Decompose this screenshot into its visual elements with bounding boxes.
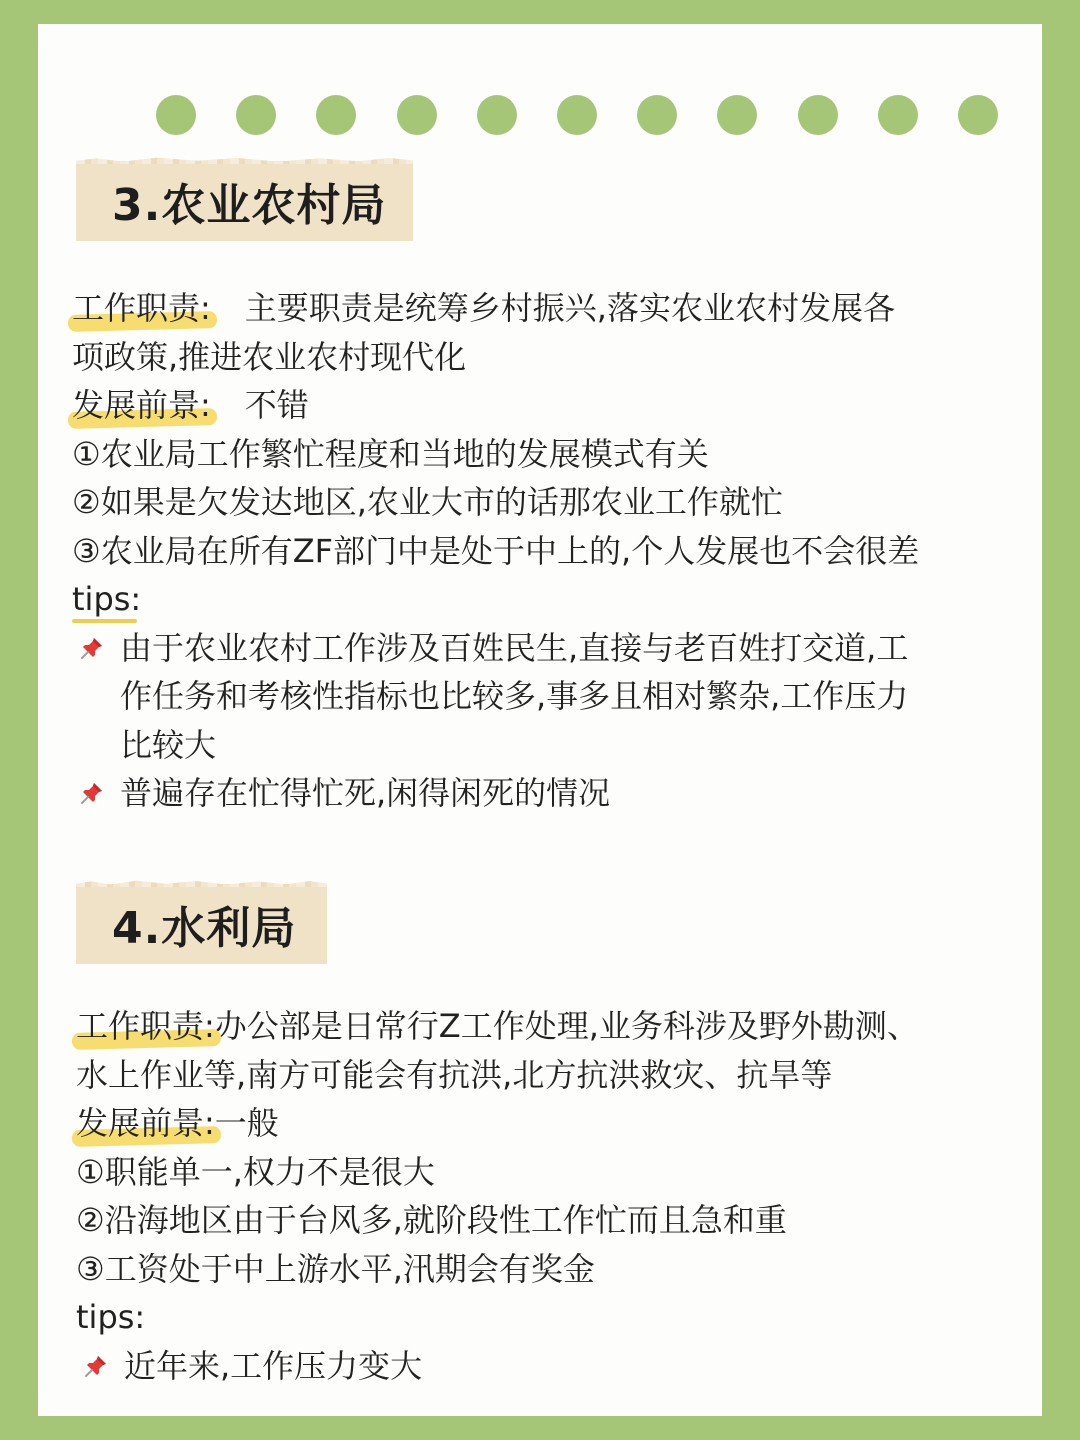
decorative-dot (316, 95, 356, 135)
decorative-dot (958, 95, 998, 135)
point-item: ③工资处于中上游水平,汛期会有奖金 (76, 1249, 595, 1288)
pushpin-icon (72, 624, 120, 672)
tip-text-line: 比较大 (120, 725, 217, 764)
pushpin-icon (72, 769, 120, 817)
decorative-dot (557, 95, 597, 135)
pushpin-icon (76, 1342, 124, 1390)
section-4-title: 4.水利局 (76, 884, 327, 964)
decorative-dot (397, 95, 437, 135)
duty-label: 工作职责: (72, 284, 211, 333)
decorative-dot (878, 95, 918, 135)
tip-text-line: 普遍存在忙得忙死,闲得闲死的情况 (120, 774, 611, 812)
prospect-label: 发展前景: (72, 381, 211, 430)
tip-text-line: 由于农业农村工作涉及百姓民生,直接与老百姓打交道,工 (120, 628, 909, 667)
tip-text-line: 近年来,工作压力变大 (124, 1346, 423, 1385)
prospect-line (72, 381, 1032, 430)
duty-line (76, 1002, 1026, 1051)
tip-item (76, 1342, 1026, 1391)
tips-label: tips: (76, 1298, 146, 1336)
section-3-body (72, 284, 1032, 818)
decorative-dot (477, 95, 517, 135)
point-item: ①职能单一,权力不是很大 (76, 1152, 435, 1191)
section-4-body (76, 1002, 1026, 1390)
tip-item (72, 624, 1032, 770)
decorative-dots-row (156, 95, 998, 135)
prospect-line (76, 1099, 1026, 1148)
duty-text: 办公部是日常行Z工作处理,业务科涉及野外勘测、 (214, 1007, 919, 1045)
tips-label: tips: (72, 575, 141, 624)
prospect-value: 一般 (214, 1104, 279, 1142)
point-item: ①农业局工作繁忙程度和当地的发展模式有关 (72, 434, 709, 473)
point-item: ②如果是欠发达地区,农业大市的话那农业工作就忙 (72, 483, 783, 521)
duty-text-continued: 水上作业等,南方可能会有抗洪,北方抗洪救灾、抗旱等 (76, 1055, 833, 1094)
duty-text: 主要职责是统筹乡村振兴,落实农业农村发展各 (244, 289, 895, 327)
decorative-dot (637, 95, 677, 135)
point-item: ③农业局在所有ZF部门中是处于中上的,个人发展也不会很差 (72, 531, 920, 570)
decorative-dot (236, 95, 276, 135)
decorative-dot (156, 95, 196, 135)
decorative-dot (798, 95, 838, 135)
section-3-title: 3.农业农村局 (76, 161, 413, 241)
duty-line (72, 284, 1032, 333)
tips-line (72, 575, 1032, 624)
decorative-dot (717, 95, 757, 135)
point-item: ②沿海地区由于台风多,就阶段性工作忙而且急和重 (76, 1201, 787, 1239)
tip-item (72, 769, 1032, 818)
prospect-label: 发展前景: (76, 1099, 215, 1148)
duty-label: 工作职责: (76, 1002, 215, 1051)
duty-text-continued: 项政策,推进农业农村现代化 (72, 337, 467, 376)
prospect-value: 不错 (244, 386, 309, 424)
tip-text-line: 作任务和考核性指标也比较多,事多且相对繁杂,工作压力 (120, 677, 909, 715)
